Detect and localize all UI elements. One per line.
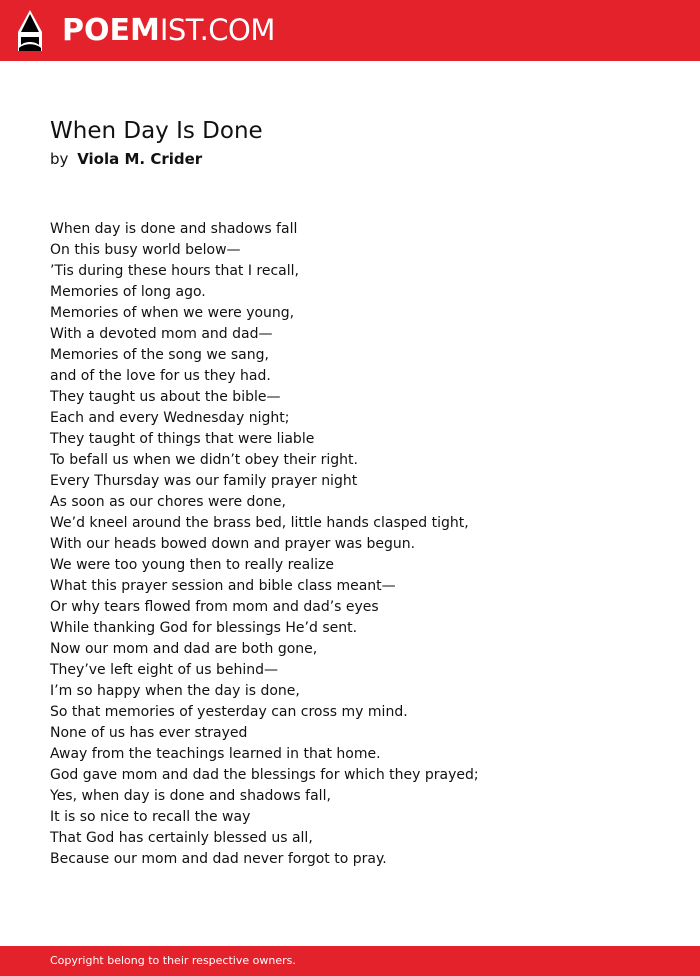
poem-line: They taught us about the bible—	[50, 389, 281, 405]
copyright-text: Copyright belong to their respective owners.	[50, 954, 296, 967]
author-name: Viola M. Crider	[77, 150, 203, 168]
poem-line: Now our mom and dad are both gone,	[50, 641, 318, 657]
poem-line: They’ve left eight of us behind—	[50, 662, 279, 678]
site-header	[0, 0, 700, 61]
poem-line: While thanking God for blessings He’d sent.	[50, 620, 358, 636]
poem-line: Every Thursday was our family prayer night	[50, 473, 358, 489]
by-label: by	[50, 150, 69, 168]
poem-line: Yes, when day is done and shadows fall,	[50, 788, 331, 804]
poem-line: To befall us when we didn’t obey their right.	[50, 452, 358, 468]
poem-line: They taught of things that were liable	[50, 431, 315, 447]
poem-line: Away from the teachings learned in that home.	[50, 746, 381, 762]
poem-line: God gave mom and dad the blessings for which they prayed;	[50, 767, 479, 783]
poem-title: When Day Is Done	[50, 118, 263, 144]
poem-line: On this busy world below—	[50, 242, 241, 258]
poem-line: When day is done and shadows fall	[50, 221, 298, 237]
poem-body	[50, 219, 479, 870]
poem-line: With our heads bowed down and prayer was begun.	[50, 536, 416, 552]
pen-nib-icon	[18, 10, 42, 51]
poem-line: I’m so happy when the day is done,	[50, 683, 300, 699]
poem-line: Memories of long ago.	[50, 284, 206, 300]
logo-light-text: IST.COM	[159, 13, 275, 47]
poem-line: Memories of the song we sang,	[50, 347, 269, 363]
poem-line: Each and every Wednesday night;	[50, 410, 290, 426]
poem-line: As soon as our chores were done,	[50, 494, 286, 510]
site-logo[interactable]	[62, 12, 275, 49]
poem-line: Memories of when we were young,	[50, 305, 295, 321]
poem-line: With a devoted mom and dad—	[50, 326, 273, 342]
site-footer	[0, 946, 700, 976]
byline	[50, 149, 202, 169]
poem-line: Because our mom and dad never forgot to pray.	[50, 851, 387, 867]
poem-line: It is so nice to recall the way	[50, 809, 251, 825]
poem-line: That God has certainly blessed us all,	[50, 830, 313, 846]
poem-line: What this prayer session and bible class meant—	[50, 578, 396, 594]
poem-line: Or why tears flowed from mom and dad’s eyes	[50, 599, 379, 615]
poem-line: and of the love for us they had.	[50, 368, 271, 384]
poem-line: So that memories of yesterday can cross my mind.	[50, 704, 408, 720]
poem-line: ’Tis during these hours that I recall,	[50, 263, 299, 279]
poem-line: We were too young then to really realize	[50, 557, 335, 573]
poem-line: None of us has ever strayed	[50, 725, 248, 741]
logo-bold-text: POEM	[62, 13, 160, 48]
poem-line: We’d kneel around the brass bed, little hands clasped tight,	[50, 515, 469, 531]
